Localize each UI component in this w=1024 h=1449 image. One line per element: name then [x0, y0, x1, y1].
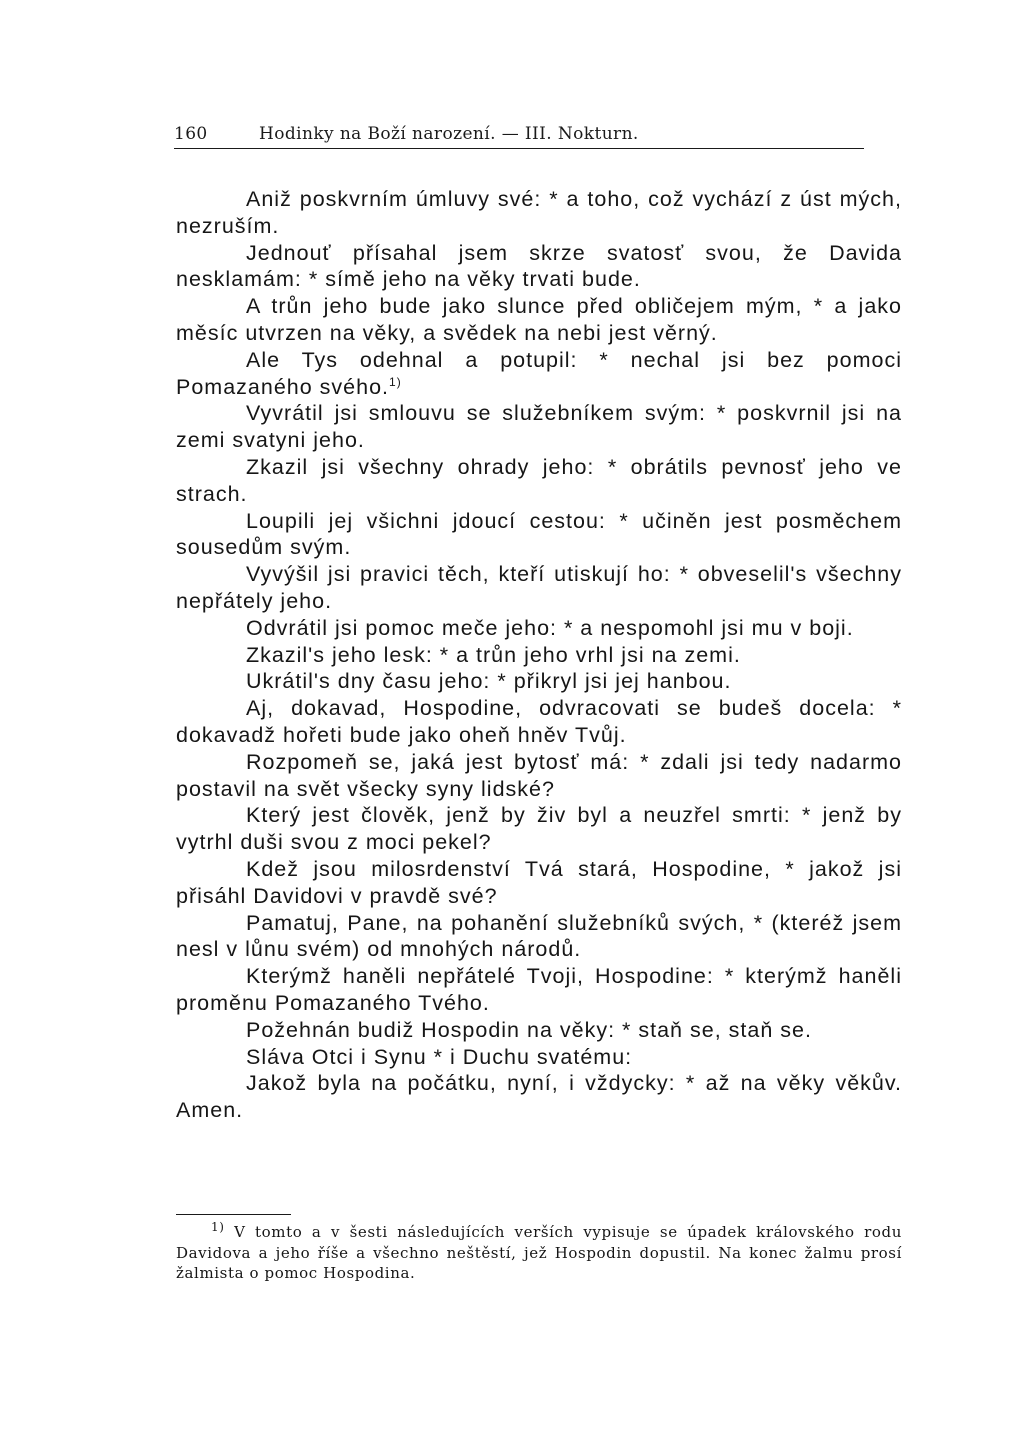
- verse: A trůn jeho bude jako slunce před obličejem mým, * a jako měsíc utvrzen na věky, a svědek na nebi jest věrný.: [176, 294, 902, 345]
- verse: Ukrátil's dny času jeho: * přikryl jsi jej hanbou.: [246, 669, 732, 694]
- verse: Který jest člověk, jenž by živ byl a neuzřel smrti: * jenž by vytrhl duši svou z moci pekel?: [176, 803, 902, 855]
- header-rule: [174, 148, 864, 149]
- verse: Loupili jej všichni jdoucí cestou: * učiněn jest posměchem sousedům svým.: [176, 508, 902, 560]
- verse: Rozpomeň se, jaká jest bytosť má: * zdali jsi tedy nadarmo postavil na svět všecky syny lidské?: [176, 749, 902, 801]
- footnote: [176, 1222, 902, 1284]
- verse: Kdež jsou milosrdenství Tvá stará, Hospodine, * jakož jsi přisáhl Davidovi v pravdě své?: [176, 856, 902, 908]
- footnote-reference: 1): [389, 374, 402, 389]
- verse: Vyvýšil jsi pravici těch, kteří utiskují ho: * obveselil's všechny nepřátely jeho.: [176, 562, 902, 613]
- verse: Vyvrátil jsi smlouvu se služebníkem svým: * poskvrnil jsi na zemi svatyni jeho.: [176, 401, 902, 453]
- verse: Pamatuj, Pane, na pohanění služebníků svých, * (kteréž jsem nesl v lůnu svém) od mnohých národů.: [176, 910, 902, 962]
- verse: Jednouť přísahal jsem skrze svatosť svou, že Davida nesklamám: * símě jeho na věky trvati bude.: [176, 240, 902, 292]
- footnote-text: V tomto a v šesti následujících verších vypisuje se úpadek královského rodu Davidova a jeho říše a všechno neštěstí, jež Hospodin dopustil. Na konec žalmu prosí žalmista o pomoc Hospodina.: [176, 1223, 902, 1282]
- footnote-rule: [176, 1214, 291, 1215]
- verse: Aniž poskvrním úmluvy své: * a toho, což vychází z úst mých, nezruším.: [176, 187, 902, 238]
- verse: Odvrátil jsi pomoc meče jeho: * a nespomohl jsi mu v boji.: [246, 615, 854, 640]
- page-header: [174, 118, 864, 152]
- page-number: 160: [174, 124, 208, 144]
- verse: Sláva Otci i Synu * i Duchu svatému:: [246, 1044, 633, 1069]
- verse: Aj, dokavad, Hospodine, odvracovati se budeš docela: * dokavadž hořeti bude jako oheň hněv Tvůj.: [176, 696, 902, 747]
- running-title: Hodinky na Boží narození. — III. Nokturn.: [259, 124, 639, 144]
- psalm-text: [176, 186, 902, 1124]
- verse: Jakož byla na počátku, nyní, i vždycky: * až na věky věkův. Amen.: [176, 1071, 902, 1123]
- verse: Ale Tys odehnal a potupil: * nechal jsi bez pomoci Pomazaného svého.$^{1)}$: [176, 347, 902, 399]
- footnote-marker: 1): [211, 1220, 225, 1234]
- verse: Kterýmž haněli nepřátelé Tvoji, Hospodine: * kterýmž haněli proměnu Pomazaného Tvého.: [176, 964, 902, 1015]
- verse: Požehnán budiž Hospodin na věky: * staň se, staň se.: [246, 1017, 812, 1042]
- verse: Zkazil's jeho lesk: * a trůn jeho vrhl jsi na zemi.: [246, 642, 741, 667]
- verse: Zkazil jsi všechny ohrady jeho: * obrátils pevnosť jeho ve strach.: [176, 454, 902, 506]
